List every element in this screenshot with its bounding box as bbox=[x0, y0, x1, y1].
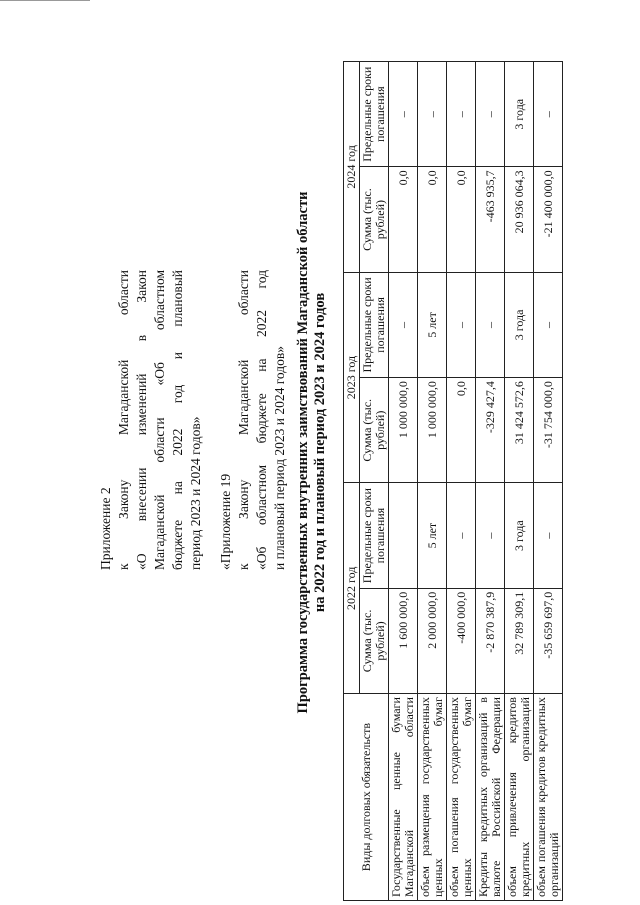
term-cell: – bbox=[447, 62, 476, 167]
sum-cell: -35 659 697,0 bbox=[534, 588, 563, 693]
appendix-2-line: Магаданской области «Об областном bbox=[152, 270, 167, 570]
sum-cell: 0,0 bbox=[389, 167, 418, 272]
term-header: Предельные сроки погашения bbox=[360, 483, 389, 588]
row-debt-type: объем размещения государственных ценных бумаг bbox=[418, 694, 447, 901]
year-header: 2024 год bbox=[344, 62, 360, 273]
year-header: 2023 год bbox=[344, 272, 360, 483]
table-row bbox=[476, 62, 505, 901]
term-cell: – bbox=[534, 62, 563, 167]
appendix-2-line: бюджете на 2022 год и плановый bbox=[170, 270, 185, 570]
sum-cell: -21 400 000,0 bbox=[534, 167, 563, 272]
term-cell: 3 года bbox=[505, 272, 534, 377]
appendix-19-block bbox=[217, 270, 289, 570]
sum-cell: 2 000 000,0 bbox=[418, 588, 447, 693]
table-body bbox=[389, 62, 563, 901]
sum-cell: -329 427,4 bbox=[476, 378, 505, 483]
term-cell: – bbox=[447, 483, 476, 588]
term-header: Предельные сроки погашения bbox=[360, 272, 389, 377]
table-row bbox=[447, 62, 476, 901]
sum-cell: 0,0 bbox=[418, 167, 447, 272]
sum-cell: 31 424 572,6 bbox=[505, 378, 534, 483]
appendix-2-line: к Закону Магаданской области bbox=[116, 270, 131, 570]
appendix-2-block bbox=[97, 270, 205, 570]
year-header: 2022 год bbox=[344, 483, 360, 694]
row-debt-type: объем привлечения кредитов кредитных организаций bbox=[505, 694, 534, 901]
term-cell bbox=[389, 483, 418, 588]
term-cell: 3 года bbox=[505, 483, 534, 588]
col-debt-type: Виды долговых обязательств bbox=[344, 694, 389, 901]
sum-cell: -31 754 000,0 bbox=[534, 378, 563, 483]
appendix-2-line: «О внесении изменений в Закон bbox=[134, 270, 149, 570]
title-line: Программа государственных внутренних заимствований Магаданской области bbox=[295, 191, 311, 714]
sum-cell: 1 000 000,0 bbox=[418, 378, 447, 483]
appendix-19-line: и плановый период 2023 и 2024 годов» bbox=[272, 345, 287, 570]
term-cell: 3 года bbox=[505, 62, 534, 167]
term-cell: – bbox=[418, 62, 447, 167]
table-row bbox=[505, 62, 534, 901]
sum-header: Сумма (тыс. рублей) bbox=[360, 167, 389, 272]
appendix-19-heading: «Приложение 19 bbox=[218, 473, 233, 570]
appendix-19-line: к Закону Магаданской области bbox=[236, 270, 251, 570]
table-row bbox=[389, 62, 418, 901]
table-row bbox=[418, 62, 447, 901]
term-cell: 5 лет bbox=[418, 272, 447, 377]
row-debt-type: Кредиты кредитных организаций в валюте Российской Федерации bbox=[476, 694, 505, 901]
term-cell: – bbox=[447, 272, 476, 377]
page-title bbox=[295, 0, 329, 905]
sum-cell: 0,0 bbox=[447, 167, 476, 272]
sum-cell: 0,0 bbox=[447, 378, 476, 483]
sum-cell: -2 870 387,9 bbox=[476, 588, 505, 693]
borrowing-table bbox=[343, 61, 563, 901]
sum-cell: -463 935,7 bbox=[476, 167, 505, 272]
sum-cell: -400 000,0 bbox=[447, 588, 476, 693]
row-debt-type: объем погашения кредитов кредитных организаций bbox=[534, 694, 563, 901]
term-cell: – bbox=[476, 272, 505, 377]
term-header: Предельные сроки погашения bbox=[360, 62, 389, 167]
term-cell: – bbox=[476, 62, 505, 167]
term-cell: – bbox=[534, 272, 563, 377]
term-cell: – bbox=[534, 483, 563, 588]
appendix-19-line: «Об областном бюджете на 2022 год bbox=[254, 270, 269, 570]
row-debt-type: Государственные ценные бумаги Магаданской области bbox=[389, 694, 418, 901]
sum-cell: 1 000 000,0 bbox=[389, 378, 418, 483]
term-cell: – bbox=[389, 62, 418, 167]
table-row bbox=[534, 62, 563, 901]
sum-header: Сумма (тыс. рублей) bbox=[360, 588, 389, 693]
appendix-2-line: период 2023 и 2024 годов» bbox=[188, 416, 203, 570]
row-debt-type: объем погашения государственных ценных бумаг bbox=[447, 694, 476, 901]
appendix-2-heading: Приложение 2 bbox=[98, 487, 113, 570]
sum-cell: 20 936 064,3 bbox=[505, 167, 534, 272]
term-cell: – bbox=[476, 483, 505, 588]
sum-header: Сумма (тыс. рублей) bbox=[360, 378, 389, 483]
term-cell: – bbox=[389, 272, 418, 377]
term-cell: 5 лет bbox=[418, 483, 447, 588]
title-line: на 2022 год и плановый период 2023 и 2024 годов bbox=[312, 292, 328, 613]
sum-cell: 32 789 309,1 bbox=[505, 588, 534, 693]
sum-cell: 1 600 000,0 bbox=[389, 588, 418, 693]
